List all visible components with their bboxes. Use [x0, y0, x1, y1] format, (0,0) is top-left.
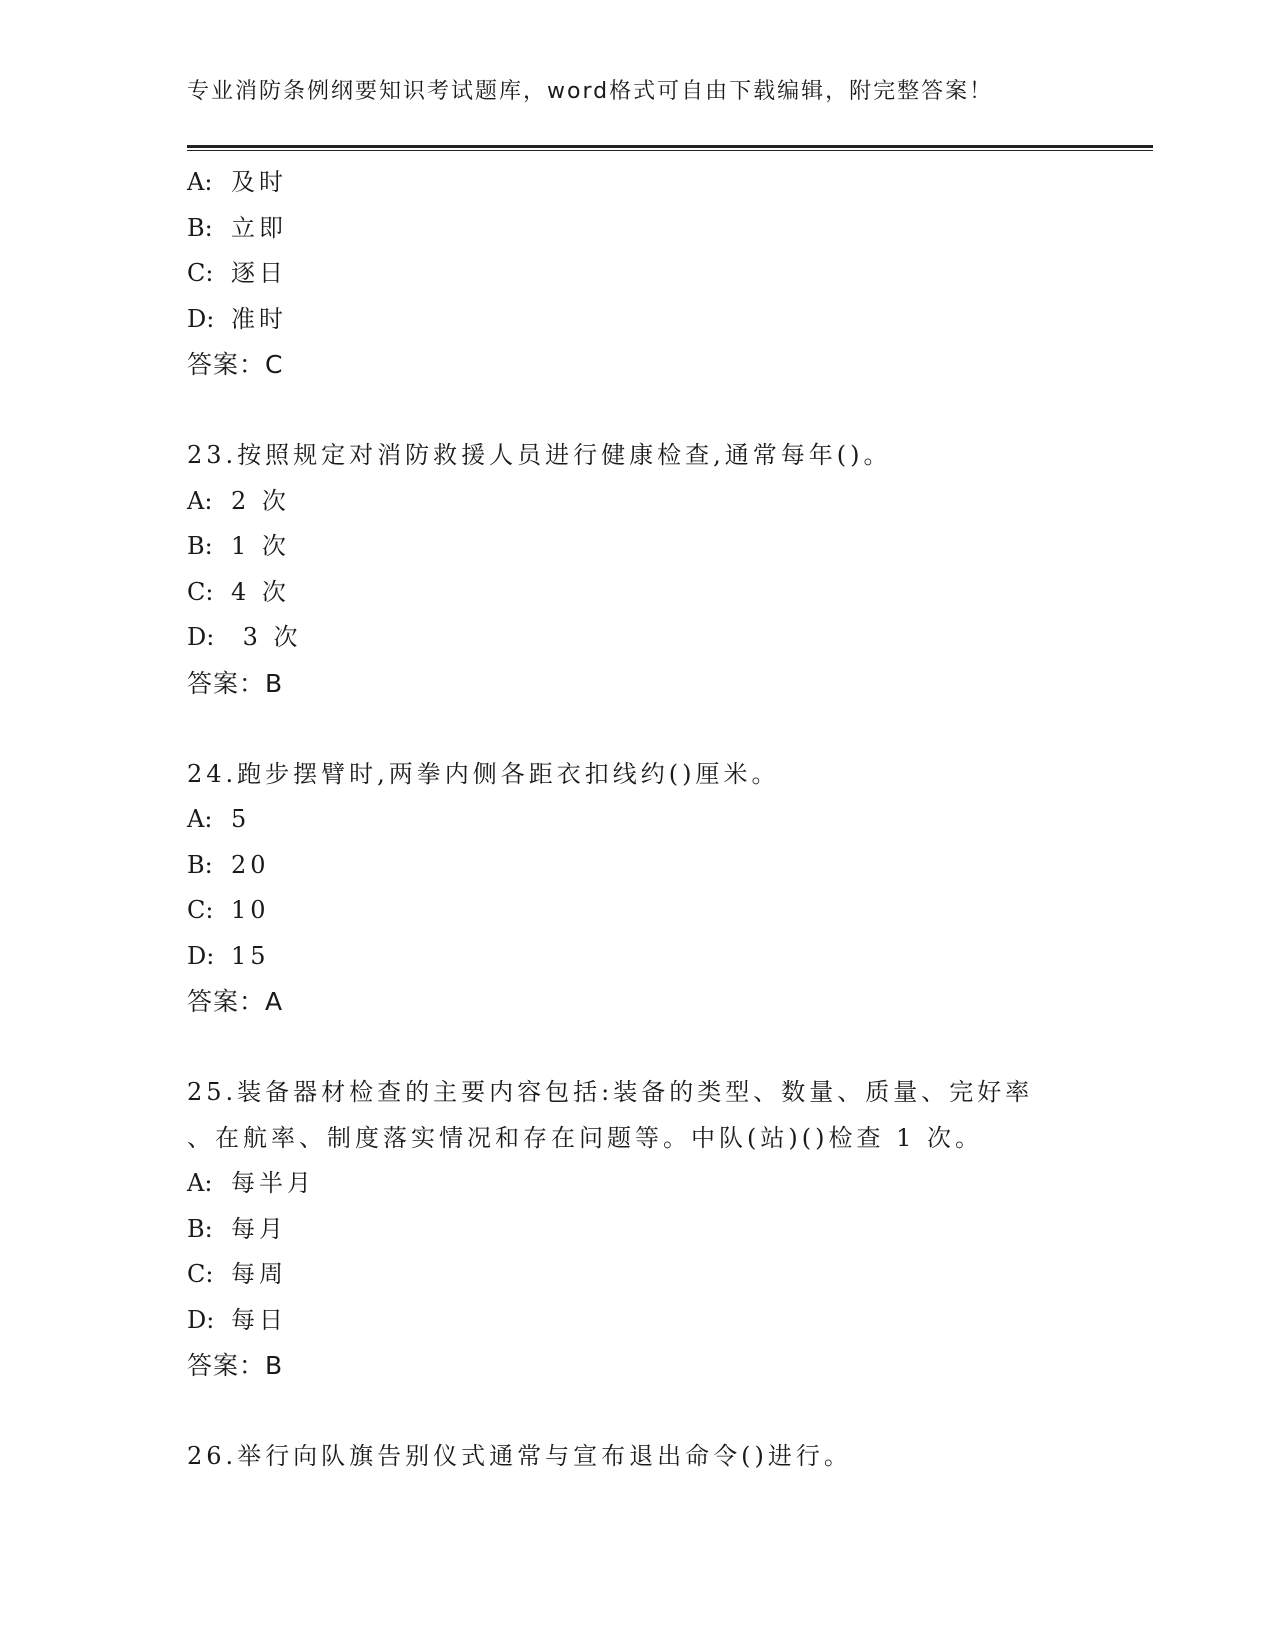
option-a: A: 每半月 — [187, 1169, 315, 1197]
option-b: B: 立即 — [187, 213, 287, 242]
option-d: D: 3 次 — [187, 623, 302, 651]
question-block — [187, 1070, 1087, 1389]
option-a: A: 及时 — [187, 168, 287, 196]
option-c: C: 4 次 — [187, 577, 290, 606]
question-text: 23.按照规定对消防救援人员进行健康检查,通常每年()。 — [187, 441, 892, 469]
answer: 答案：C — [187, 350, 284, 379]
question-text: 25.装备器材检查的主要内容包括:装备的类型、数量、质量、完好率 — [187, 1078, 1034, 1106]
header-rule — [187, 145, 1153, 148]
option-b: B: 20 — [187, 850, 270, 879]
question-block — [187, 1434, 1087, 1480]
option-b: B: 每月 — [187, 1214, 287, 1243]
question-text: 26.举行向队旗告别仪式通常与宣布退出命令()进行。 — [187, 1442, 852, 1470]
answer: 答案：B — [187, 668, 284, 698]
option-d: D: 准时 — [187, 304, 287, 333]
option-c: C: 每周 — [187, 1260, 287, 1288]
question-text: 24.跑步摆臂时,两拳内侧各距衣扣线约()厘米。 — [187, 759, 780, 788]
question-block — [187, 160, 1087, 388]
option-d: D: 每日 — [187, 1305, 287, 1334]
answer: 答案：A — [187, 987, 284, 1016]
question-block — [187, 433, 1087, 706]
question-text-continued: 、在航率、制度落实情况和存在问题等。中队(站)()检查 1 次。 — [187, 1123, 983, 1152]
option-d: D: 15 — [187, 941, 270, 970]
question-list — [187, 160, 1087, 1480]
header-rule-thin — [187, 150, 1153, 151]
answer: 答案：B — [187, 1351, 284, 1380]
page-header: 专业消防条例纲要知识考试题库，word格式可自由下载编辑，附完整答案！ — [187, 79, 994, 104]
option-c: C: 逐日 — [187, 259, 287, 287]
option-b: B: 1 次 — [187, 532, 290, 560]
question-block — [187, 752, 1087, 1025]
option-a: A: 2 次 — [187, 486, 290, 515]
option-c: C: 10 — [187, 896, 270, 924]
option-a: A: 5 — [187, 805, 251, 833]
